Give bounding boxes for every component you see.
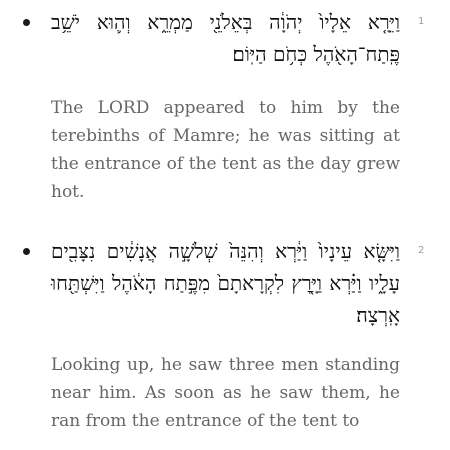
- verse-2-hebrew-row: [0, 235, 450, 331]
- bullet-icon: [23, 19, 30, 26]
- verse-1-english-text: The LORD appeared to him by the terebinths of Mamre; he was sitting at the entrance of the tent as the day grew hot.: [51, 98, 400, 202]
- verse-1-number[interactable]: 1: [418, 16, 425, 27]
- verse-1-hebrew-text: וַיֵּרָ֤א אֵלָיו֙ יְהֹוָ֔ה בְּאֵלֹנֵ֖י מַמְרֵ֑א וְה֛וּא יֹשֵׁ֥ב פֶּֽתַח־הָאֹ֖הֶל כְּחֹ֥ם הַיּֽוֹם׃: [51, 10, 400, 66]
- verse-1-hebrew-row: [0, 6, 450, 70]
- verse-1: [0, 0, 450, 206]
- verse-2-english-text: Looking up, he saw three men standing near him. As soon as he saw them, he ran from the entrance of the tent to: [51, 355, 400, 431]
- bullet-icon: [23, 248, 30, 255]
- verse-2-hebrew-text: וַיִּשָּׂ֤א עֵינָיו֙ וַיַּ֔רְא וְהִנֵּה֙ שְׁלֹשָׁ֣ה אֲנָשִׁ֔ים נִצָּבִ֖ים עָלָ֑יו וַיַּ֗רְא וַיָּ֤רׇץ לִקְרָאתָם֙ מִפֶּ֣תַח הָאֹ֔הֶל וַיִּשְׁתַּ֖חוּ אָֽרְצָה׃: [51, 239, 400, 327]
- verse-2-number[interactable]: 2: [418, 245, 425, 256]
- verse-2: [0, 235, 450, 435]
